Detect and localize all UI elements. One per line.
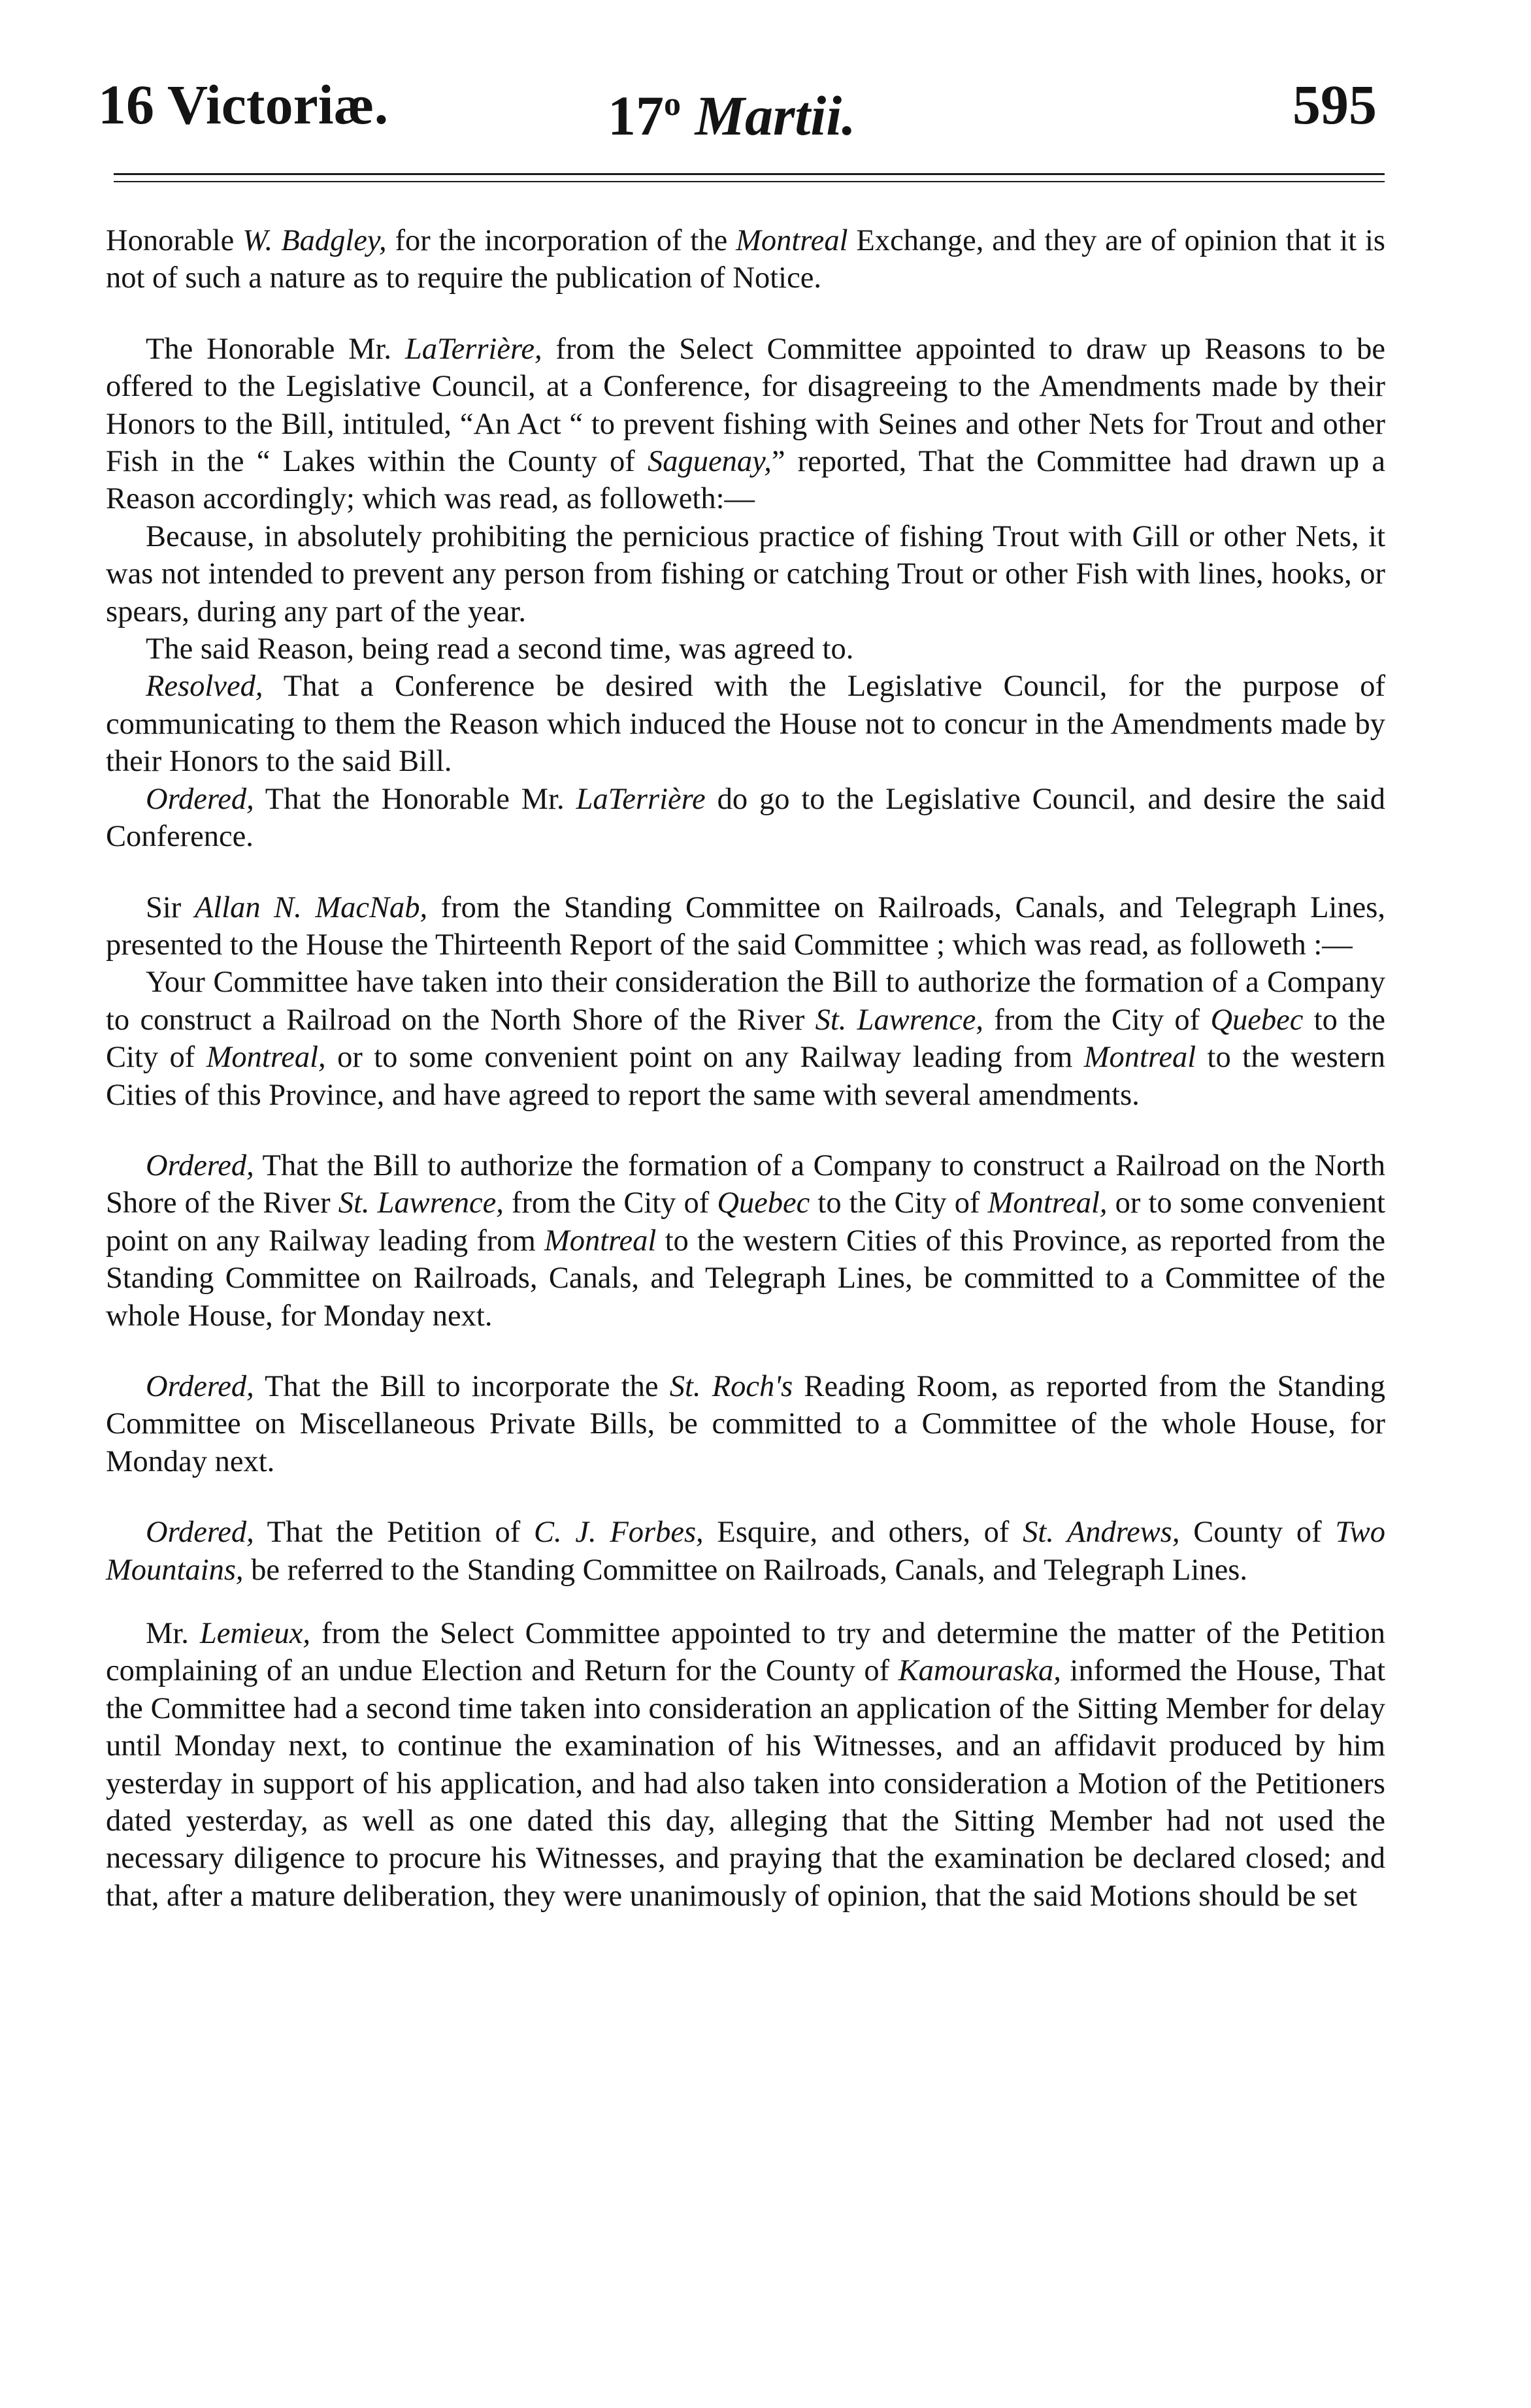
italic-text: LaTerrière bbox=[576, 782, 706, 816]
header-rule-top bbox=[114, 173, 1385, 175]
date-degree: o bbox=[664, 86, 681, 123]
date-day: 17 bbox=[608, 84, 664, 147]
text-run: informed the House, That the Committee had a second time taken into consideration an application of the Sitting Member for delay until Monday next, to continue the examination of his Witnesses, and an affidavit produced by him yesterday in support of his application, and had also taken into consideration a Motion of the Petitioners dated yesterday, as well as one dated this day, alleging that the Sitting Member had not used the necessary diligence to procure his Witnesses, and praying that the examination be declared closed; and that, after a mature deliberation, they were unanimously of opinion, that the said Motions should be set bbox=[106, 1654, 1385, 1913]
italic-text: Montreal bbox=[1083, 1041, 1196, 1075]
italic-text: Montreal, bbox=[987, 1186, 1108, 1220]
italic-text: W. Badgley, bbox=[242, 224, 387, 257]
paragraph bbox=[106, 668, 1385, 780]
italic-text: St. Andrews, bbox=[1023, 1516, 1180, 1550]
text-run: from the City of bbox=[503, 1186, 717, 1220]
text-run: Honorable bbox=[106, 224, 243, 257]
text-run: or to some convenient point on any Railway leading from bbox=[106, 1186, 1385, 1258]
body-text bbox=[106, 222, 1385, 1915]
italic-text: C. J. Forbes, bbox=[533, 1516, 704, 1550]
text-run: ” reported, That the Committee had drawn up a Reason accordingly; which was read, as followeth:— bbox=[106, 445, 1385, 516]
italic-text: Allan N. MacNab, bbox=[194, 890, 428, 924]
text-run: to the western Cities of this Province, and have agreed to report the same with several amendments. bbox=[106, 1041, 1385, 1112]
header-rule-bottom bbox=[114, 181, 1385, 182]
text-run: do go to the Legislative Council, and desire the said Conference. bbox=[106, 782, 1385, 854]
italic-text: Quebec bbox=[1210, 1003, 1304, 1037]
text-run: to the City of bbox=[106, 1003, 1385, 1075]
text-run: Mr. bbox=[146, 1617, 200, 1650]
paragraph bbox=[106, 964, 1385, 1114]
text-run: Your Committee have taken into their consideration the Bill to authorize the formation of a Company to construct a Railroad on the North Shore of the River bbox=[106, 966, 1385, 1037]
italic-text: Quebec bbox=[717, 1186, 810, 1220]
paragraph bbox=[106, 1368, 1385, 1480]
italic-text: Resolved, bbox=[146, 670, 263, 704]
italic-text: Montreal bbox=[544, 1224, 657, 1258]
paragraph bbox=[106, 781, 1385, 856]
text-run: That the Bill to incorporate the bbox=[254, 1369, 670, 1403]
paragraph bbox=[106, 630, 1385, 668]
regnal-year: 16 Victoriæ. bbox=[98, 73, 389, 136]
text-run: to the City of bbox=[810, 1186, 988, 1220]
italic-text: Two Mountains, bbox=[106, 1516, 1386, 1587]
italic-text: Ordered, bbox=[146, 782, 254, 816]
italic-text: St. Lawrence, bbox=[815, 1003, 983, 1037]
italic-text: Ordered, bbox=[146, 1516, 254, 1550]
page-header bbox=[0, 69, 1531, 147]
paragraph bbox=[106, 1615, 1385, 1915]
text-run: Esquire, and others, of bbox=[703, 1516, 1023, 1550]
text-run: The said Reason, being read a second time, was agreed to. bbox=[146, 632, 854, 666]
italic-text: Saguenay, bbox=[647, 445, 772, 479]
italic-text: Montreal, bbox=[206, 1041, 326, 1075]
italic-text: LaTerrière, bbox=[404, 332, 542, 366]
text-run: Reading Room, as reported from the Standing Committee on Miscellaneous Private Bills, be committed to a Committee of the whole House, for Monday next. bbox=[106, 1369, 1385, 1478]
text-run: from the Select Committee appointed to try and determine the matter of the Petition complaining of an undue Election and Return for the County of bbox=[106, 1617, 1385, 1688]
text-run: That the Petition of bbox=[254, 1516, 534, 1550]
text-run: That the Bill to authorize the formation of a Company to construct a Railroad on the North Shore of the River bbox=[106, 1148, 1385, 1220]
text-run: Sir bbox=[146, 890, 195, 924]
paragraph bbox=[106, 889, 1385, 964]
text-run: That a Conference be desired with the Legislative Council, for the purpose of communicating to them the Reason which induced the House not to concur in the Amendments made by their Honors to the said Bill. bbox=[106, 670, 1385, 779]
italic-text: St. Lawrence, bbox=[338, 1186, 504, 1220]
text-run: The Honorable Mr. bbox=[146, 332, 405, 366]
paragraph bbox=[106, 331, 1385, 518]
text-run: to the western Cities of this Province, as reported from the Standing Committee on Railroads, Canals, and Telegraph Lines, be committed to a Committee of the whole House, for Monday next. bbox=[106, 1224, 1385, 1333]
text-run: Exchange, and they are of opinion that it is not of such a nature as to require the publication of Notice. bbox=[106, 224, 1386, 295]
paragraph bbox=[106, 1147, 1385, 1335]
text-run: Because, in absolutely prohibiting the pernicious practice of fishing Trout with Gill or other Nets, it was not intended to prevent any person from fishing or catching Trout or other Fish with lines, hooks, or spears, during any part of the year. bbox=[106, 519, 1385, 628]
paragraph bbox=[106, 222, 1385, 297]
text-run: That the Honorable Mr. bbox=[254, 782, 576, 816]
text-run: from the Standing Committee on Railroads, Canals, and Telegraph Lines, presented to the House the Thirteenth Report of the said Committee ; which was read, as followeth :— bbox=[106, 890, 1386, 962]
text-run: be referred to the Standing Committee on Railroads, Canals, and Telegraph Lines. bbox=[243, 1553, 1247, 1587]
italic-text: St. Roch's bbox=[669, 1369, 793, 1403]
italic-text: Montreal bbox=[736, 224, 848, 257]
page-number: 595 bbox=[1292, 73, 1377, 136]
italic-text: Ordered, bbox=[146, 1148, 254, 1182]
paragraph bbox=[106, 518, 1385, 630]
header-date bbox=[608, 69, 856, 152]
date-month: Martii. bbox=[695, 84, 856, 147]
italic-text: Ordered, bbox=[146, 1369, 254, 1403]
text-run: from the City of bbox=[983, 1003, 1211, 1037]
italic-text: Lemieux, bbox=[199, 1617, 311, 1650]
paragraph bbox=[106, 1514, 1385, 1589]
text-run: from the Select Committee appointed to draw up Reasons to be offered to the Legislative Council, at a Conference, for disagreeing to the Amendments made by their Honors to the Bill, intituled, “An Act “ to prevent fishing with Seines and other Nets for Trout and other Fish in the “ Lakes within the County of bbox=[106, 332, 1385, 479]
text-run: or to some convenient point on any Railway leading from bbox=[325, 1041, 1084, 1075]
text-run: for the incorporation of the bbox=[386, 224, 736, 257]
italic-text: Kamouraska, bbox=[898, 1654, 1061, 1688]
text-run: County of bbox=[1179, 1516, 1336, 1550]
